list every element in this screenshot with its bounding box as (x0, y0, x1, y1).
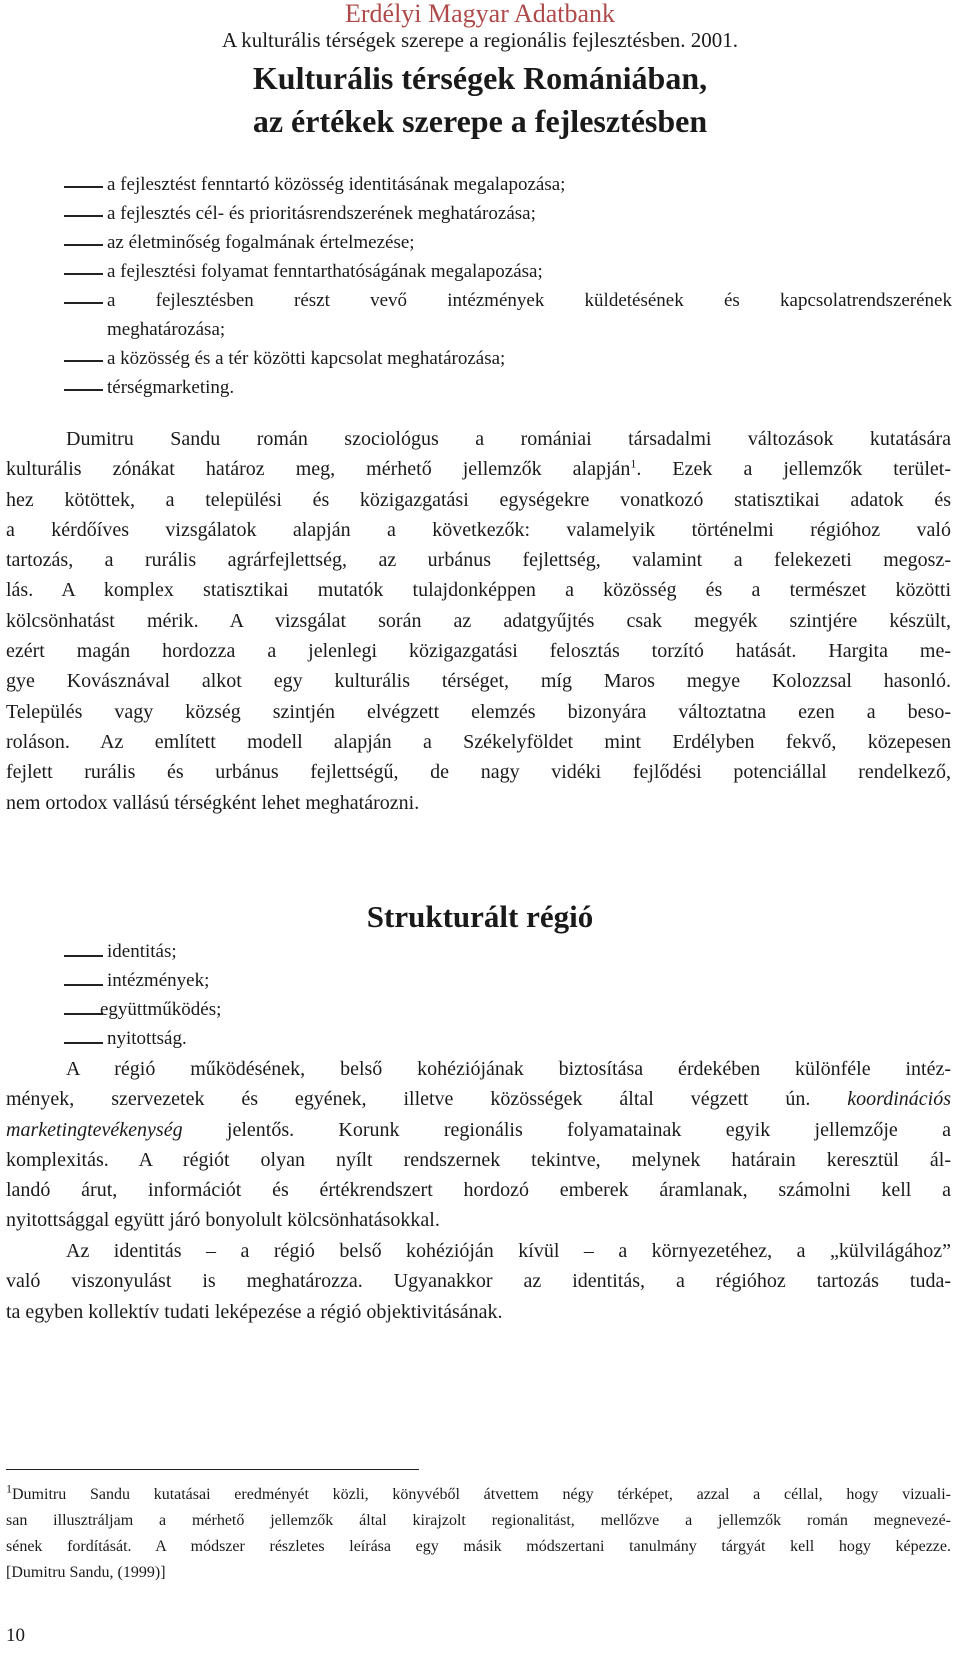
title-line-1: Kulturális térségek Romániában, (252, 60, 708, 96)
dash-bullet (64, 1042, 103, 1044)
dash-bullet (64, 273, 103, 275)
dash-bullet (64, 244, 103, 246)
section-heading: Strukturált régió (366, 899, 594, 934)
footnote-separator (6, 1469, 419, 1470)
dash-bullet (64, 302, 103, 304)
paragraph-sandu: Dumitru Sandu román szociológus a romániai társadalmi változások kutatására kulturális zónákat határoz meg, mérhető jellemzők alapján$^1$. Ezek a jellemzők terület- hez kötöttek, a települési és közigazgatási egységekre vonatkozó statisztikai adatok és a kérdőíves vizsgálatok alapján a következők: valamelyik történelmi régióhoz való tartozás, a rurális agrárfejlettség, az urbánus fejlettség, valamint a felekezeti megosz- lás. A komplex statisztikai mutatók tulajdonképpen a közösség és a természet közötti kölcsönhatást mérik. A vizsgálat során az adatgyűjtés csak megyék szintjére készült, ezért magán hordozza a jelenlegi közigazgatási felosztás torzító hatását. Hargita me- gye Kovásznával alkot egy kulturális térséget, míg Maros megye Kolozzsal hasonló. Település vagy község szintjén elvégzett elemzés bizonyára változtatna ezen a beso- roláson. Az említett modell alapján a Székelyföldet mint Erdélyben fekvő, közepesen fejlett rurális és urbánus fejlettségű, de nagy vidéki fejlődési potenciállal rendelkező, nem ortodox vallású térségként lehet meghatározni. (6, 428, 951, 814)
dash-bullet (64, 389, 103, 391)
title-line-2: az értékek szerepe a fejlesztésben (252, 103, 708, 139)
document-header (0, 0, 960, 143)
dash-bullet (64, 955, 103, 957)
dash-bullet (64, 215, 103, 217)
paragraph-identity: Az identitás – a régió belső kohézióján kívül – a környezetéhez, a „külvilágához” való viszonyulást is meghatározza. Ugyanakkor az identitás, a régióhoz tartozás tuda- ta egyben kollektív tudati leképezése a régió objektivitásának. (6, 1240, 951, 1323)
dash-bullet (64, 360, 103, 362)
site-brand: Erdélyi Magyar Adatbank (344, 0, 616, 28)
document-title (0, 57, 960, 143)
dash-bullet (64, 1013, 103, 1015)
dash-bullet (64, 984, 103, 986)
document-subtitle: A kulturális térségek szerepe a regionális fejlesztésben. 2001. (221, 28, 739, 52)
page-number: 10 (6, 1625, 25, 1646)
dash-bullet (64, 186, 103, 188)
footnote: $^1$Dumitru Sandu kutatásai eredményét közli, könyvéből átvettem négy térképet, azzal a céllal, hogy vizuali- san illusztráljam a mérhető jellemzők által kirajzolt regionalitást, mellőzve a jellemzők román megnevezé- sének fordítását. A módszer részletes leírása egy másik módszertani tanulmány tárgyát kell hogy képezze. [Dumitru Sandu, (1999)] (6, 1481, 951, 1581)
footnote-ref: 1 (630, 456, 637, 471)
paragraph-region: A régió működésének, belső kohéziójának biztosítása érdekében különféle intéz- mények, szervezetek és egyének, illetve közösségek által végzett ún. koordinációs marketingtevékenység jelentős. Korunk regionális folyamatainak egyik jellemzője a komplexitás. A régiót olyan nyílt rendszernek tekintve, melynek határain keresztül ál- landó árut, információt és értékrendszert hordozó emberek áramlanak, számolni kell a nyitottsággal együtt járó bonyolult kölcsönhatásokkal. (6, 1058, 951, 1232)
